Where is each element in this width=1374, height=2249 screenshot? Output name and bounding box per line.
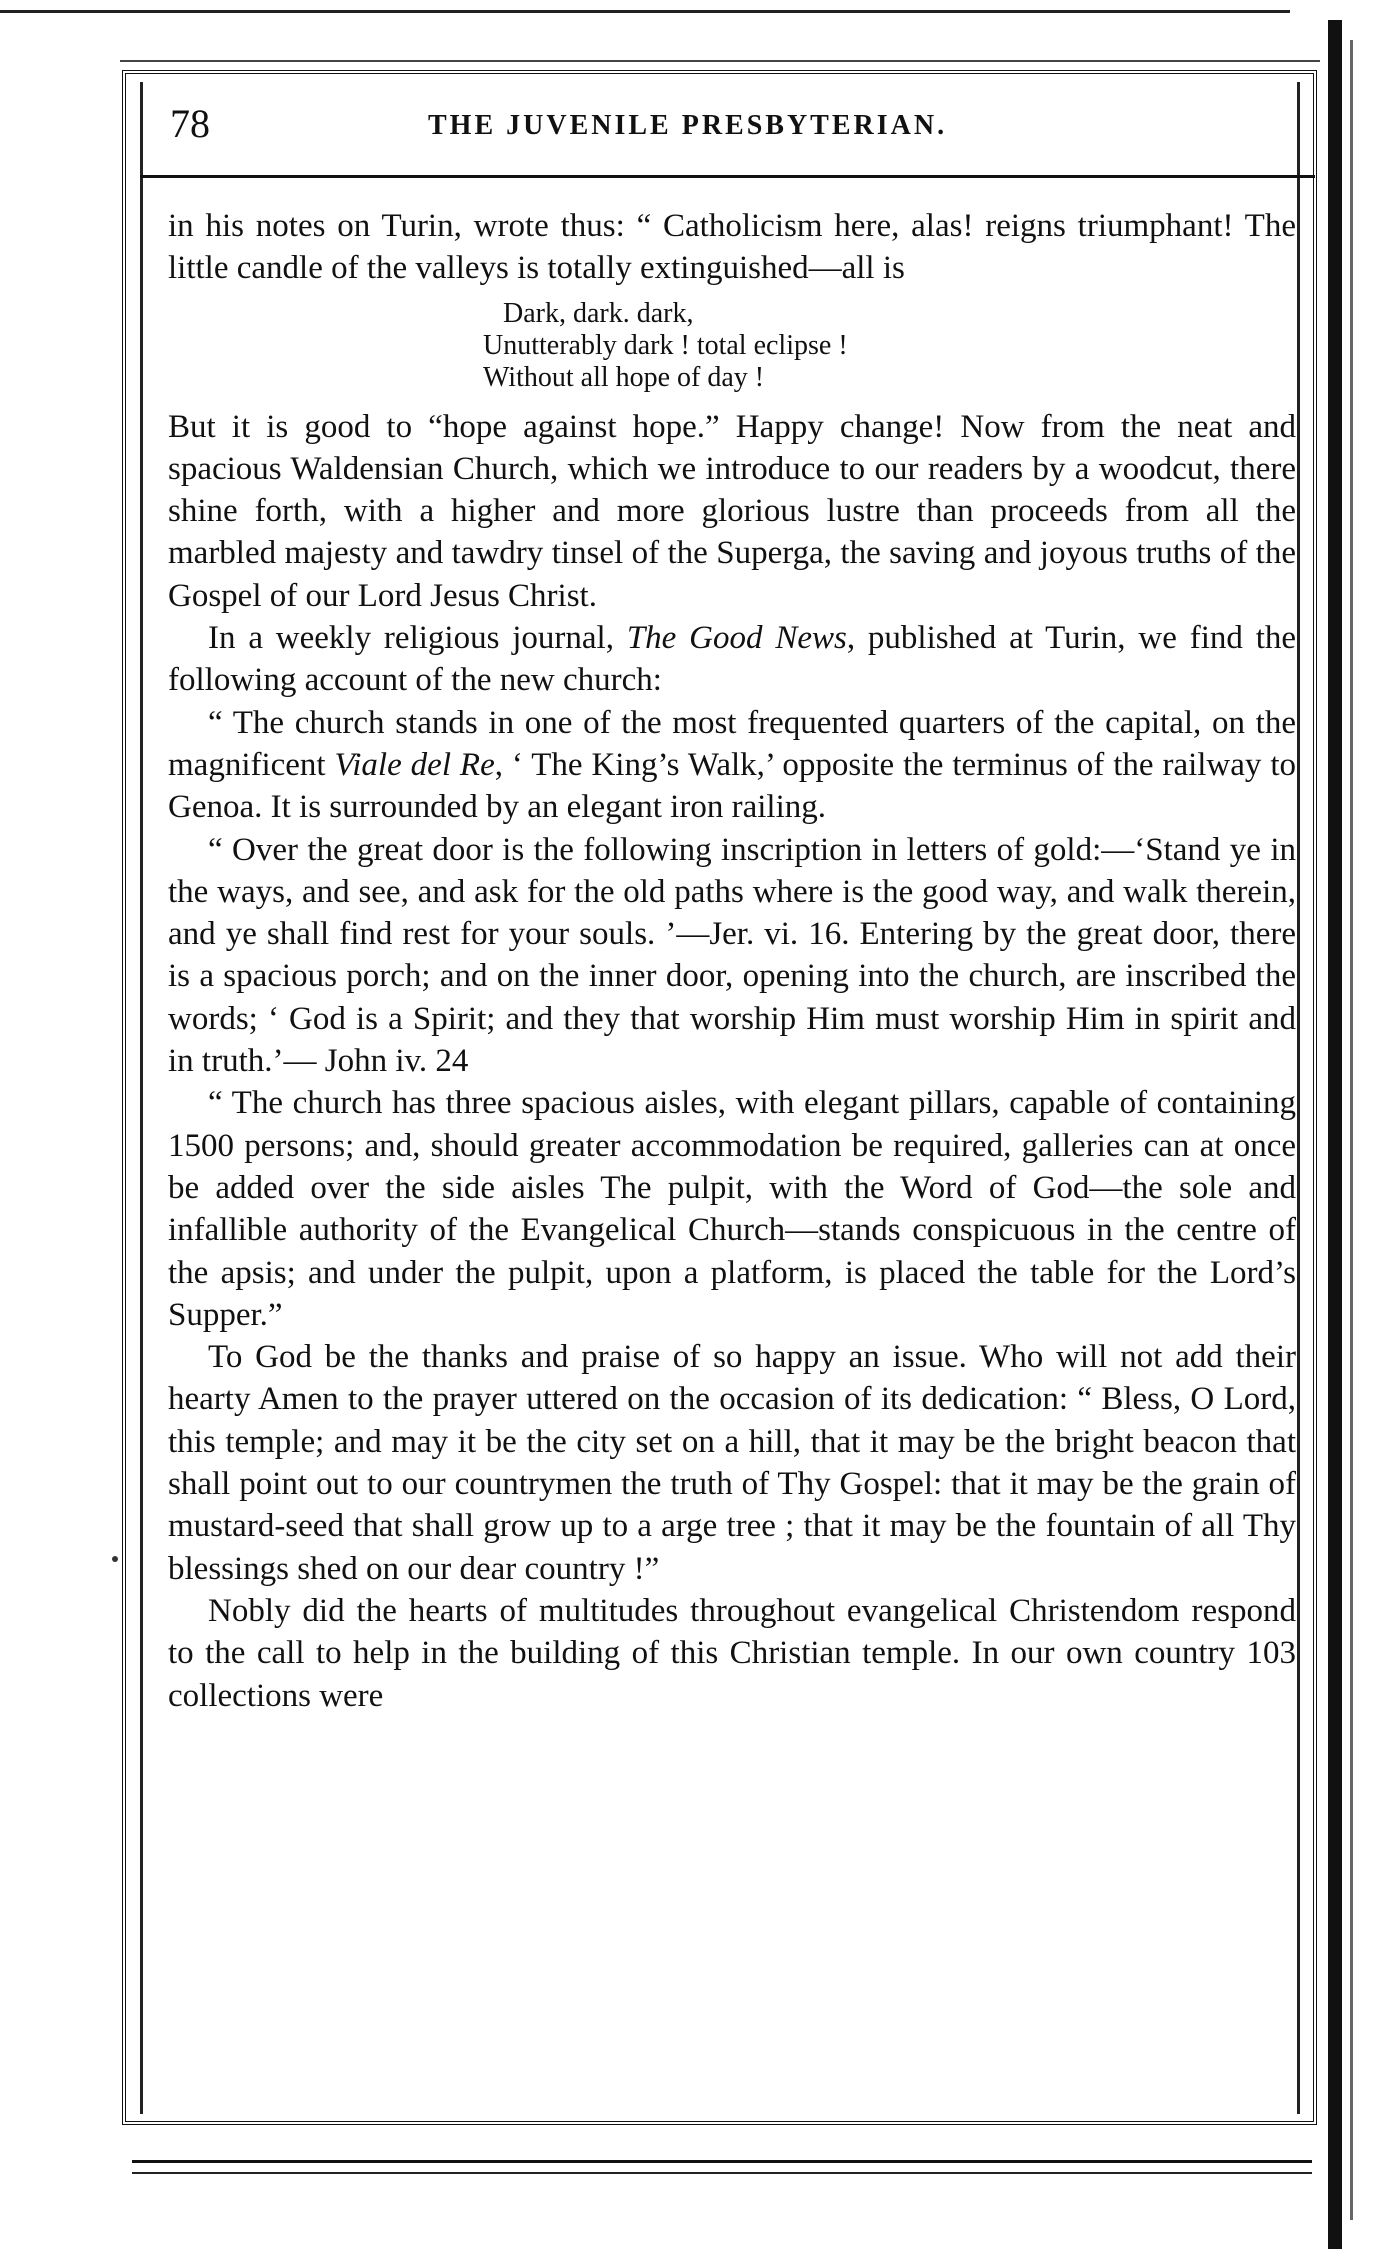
top-rule-secondary — [120, 60, 1320, 62]
paragraph-1: in his notes on Turin, wrote thus: “ Catholicism here, alas! reigns triumphant! The little candle of the valleys is totally extinguished—all is — [168, 208, 1296, 287]
paragraph-6: “ The church has three spacious aisles, with elegant pillars, capable of containing 1500 persons; and, should greater accommodation be required, galleries can at once be added over the side aisles The pulpit, with the Word of God—the sole and infallible authority of the Evangelical Church—stands conspicuous in the centre of the apsis; and under the pulpit, upon a platform, is placed the table for the Lord’s Supper.” — [168, 1085, 1296, 1333]
binding-spine — [1328, 20, 1342, 2249]
verse-quote — [168, 298, 1296, 394]
binding-edge — [1350, 40, 1353, 2220]
bottom-rule-secondary — [132, 2172, 1312, 2174]
street-name: Viale del Re — [334, 746, 495, 783]
verse-line-3: Without all hope of day ! — [483, 361, 765, 393]
paragraph-8: Nobly did the hearts of multitudes throughout evangelical Christendom respond to the call to help in the building of this Christian temple. In our own country 103 collections were — [168, 1592, 1296, 1714]
verse-line-2: Unutterably dark ! total eclipse ! — [483, 329, 848, 361]
verse-line-1: Dark, dark. dark, — [503, 297, 694, 329]
paragraph-5: “ Over the great door is the following inscription in letters of gold:—‘Stand ye in the ways, and see, and ask for the old paths where is the good way, and walk therein, and ye shall find rest for your souls. ’—Jer. vi. 16. Entering by the great door, there is a spacious porch; and on the inner door, opening into the church, are inscribed the words; ‘ God is a Spirit; and they that worship Him must worship Him in spirit and in truth.’— John iv. 24 — [168, 831, 1296, 1080]
marginal-dot — [112, 1556, 118, 1562]
paragraph-7: To God be the thanks and praise of so happy an issue. Who will not add their hearty Amen to the prayer uttered on the occasion of its dedication: “ Bless, O Lord, this temple; and may it be the city set on a hill, that it may be the bright beacon that shall point out to our countrymen the truth of Thy Gospel: that it may be the grain of mustard-seed that shall grow up to a arge tree ; that it may be the fountain of all Thy blessings shed on our dear country !” — [168, 1339, 1296, 1587]
page-header — [160, 100, 1290, 170]
page-number: 78 — [170, 101, 210, 146]
paragraph-3-text-b: , published at Turin, we find the following account of the new church: — [168, 620, 1297, 699]
header-rule — [140, 175, 1315, 178]
running-title: THE JUVENILE PRESBYTERIAN. — [428, 110, 948, 141]
paragraph-2: But it is good to “hope against hope.” Happy change! Now from the neat and spacious Waldensian Church, which we introduce to our readers by a woodcut, there shine forth, with a higher and more glorious lustre than proceeds from all the marbled majesty and tawdry tinsel of the Superga, the saving and joyous truths of the Gospel of our Lord Jesus Christ. — [168, 408, 1296, 614]
paragraph-3-text-a: In a weekly religious journal, — [208, 620, 627, 657]
article-body — [168, 205, 1296, 1717]
bottom-rule — [132, 2160, 1312, 2163]
paragraph-4-text-a: “ The church stands in one of the most frequented quarters of the capital, on the magnificent — [168, 704, 1296, 783]
paragraph-3 — [168, 617, 1296, 702]
paragraph-4-text-b: , ‘ The King’s Walk,’ opposite the terminus of the railway to Genoa. It is surrounded by an elegant iron railing. — [168, 746, 1297, 826]
journal-title: The Good News — [626, 620, 847, 657]
top-rule — [0, 10, 1290, 13]
paragraph-4 — [168, 702, 1296, 829]
